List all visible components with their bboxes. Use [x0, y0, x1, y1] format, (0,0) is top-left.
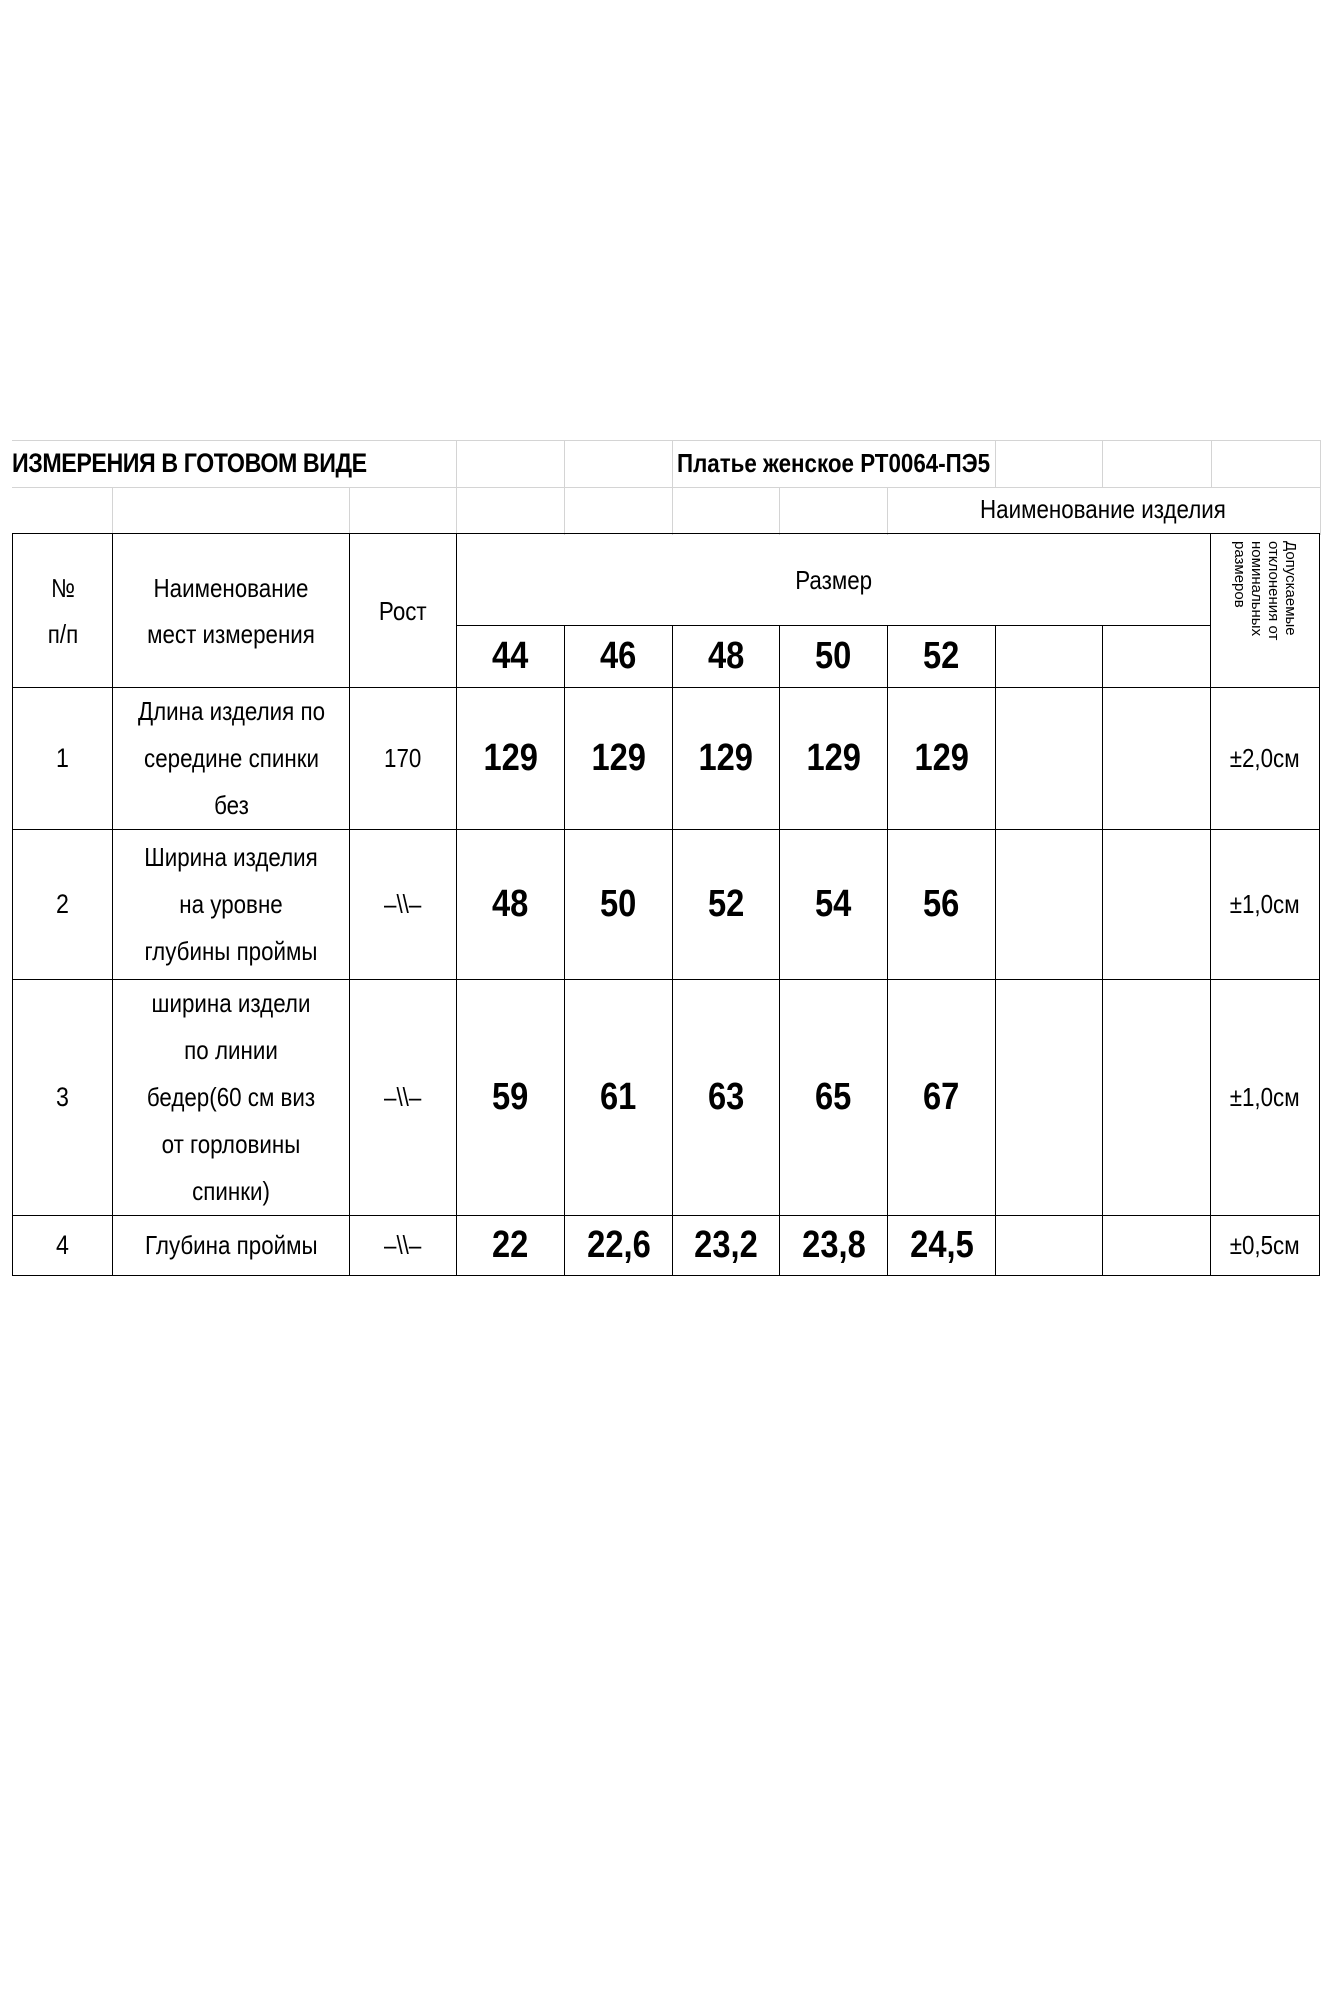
size-value: 48 [457, 830, 565, 980]
size-value: 56 [888, 830, 996, 980]
size-header: 44 [457, 626, 565, 688]
height-value: –\\– [350, 1216, 457, 1276]
row-number: 1 [13, 688, 113, 830]
size-value: 59 [457, 980, 565, 1216]
empty-size-cell [1103, 626, 1211, 688]
size-value: 23,2 [673, 1216, 780, 1276]
table-row [13, 1216, 1320, 1276]
col-header-height: Рост [350, 534, 457, 688]
col-header-size-group: Размер [457, 534, 1211, 626]
product-name: Платье женское РТ0064-ПЭ5 [677, 448, 991, 478]
measurement-table [12, 533, 1320, 1276]
measurement-place: Ширина изделия на уровне глубины проймы [113, 830, 350, 980]
row-number: 2 [13, 830, 113, 980]
empty-size-cell [996, 626, 1103, 688]
size-value: 23,8 [780, 1216, 888, 1276]
size-value: 129 [780, 688, 888, 830]
size-header: 50 [780, 626, 888, 688]
table-row [13, 830, 1320, 980]
size-value: 52 [673, 830, 780, 980]
height-value: –\\– [350, 830, 457, 980]
row-number: 3 [13, 980, 113, 1216]
table-row [13, 688, 1320, 830]
size-header: 46 [565, 626, 673, 688]
measurement-place: Длина изделия по середине спинки без [113, 688, 350, 830]
size-value: 63 [673, 980, 780, 1216]
size-value: 129 [888, 688, 996, 830]
product-caption: Наименование изделия [980, 494, 1226, 524]
tolerance-value: ±1,0см [1211, 830, 1320, 980]
size-value: 50 [565, 830, 673, 980]
col-header-tolerance: Допускаемые отклонения от номинальных размеров [1211, 534, 1320, 688]
col-header-number: № п/п [13, 534, 113, 688]
row-number: 4 [13, 1216, 113, 1276]
height-value: –\\– [350, 980, 457, 1216]
measurement-place: Глубина проймы [113, 1216, 350, 1276]
spreadsheet-header-grid [12, 440, 1320, 535]
table-row [13, 980, 1320, 1216]
tolerance-value: ±1,0см [1211, 980, 1320, 1216]
size-header: 48 [673, 626, 780, 688]
size-header: 52 [888, 626, 996, 688]
size-value: 22,6 [565, 1216, 673, 1276]
size-value: 65 [780, 980, 888, 1216]
height-value: 170 [350, 688, 457, 830]
tolerance-value: ±0,5см [1211, 1216, 1320, 1276]
measurement-place: ширина издели по линии бедер(60 см виз от горловины спинки) [113, 980, 350, 1216]
sheet-title: ИЗМЕРЕНИЯ В ГОТОВОМ ВИДЕ [12, 448, 367, 478]
size-value: 61 [565, 980, 673, 1216]
size-value: 67 [888, 980, 996, 1216]
size-value: 22 [457, 1216, 565, 1276]
size-value: 129 [457, 688, 565, 830]
col-header-place: Наименование мест измерения [113, 534, 350, 688]
size-value: 129 [673, 688, 780, 830]
size-value: 129 [565, 688, 673, 830]
size-value: 24,5 [888, 1216, 996, 1276]
tolerance-value: ±2,0см [1211, 688, 1320, 830]
size-value: 54 [780, 830, 888, 980]
